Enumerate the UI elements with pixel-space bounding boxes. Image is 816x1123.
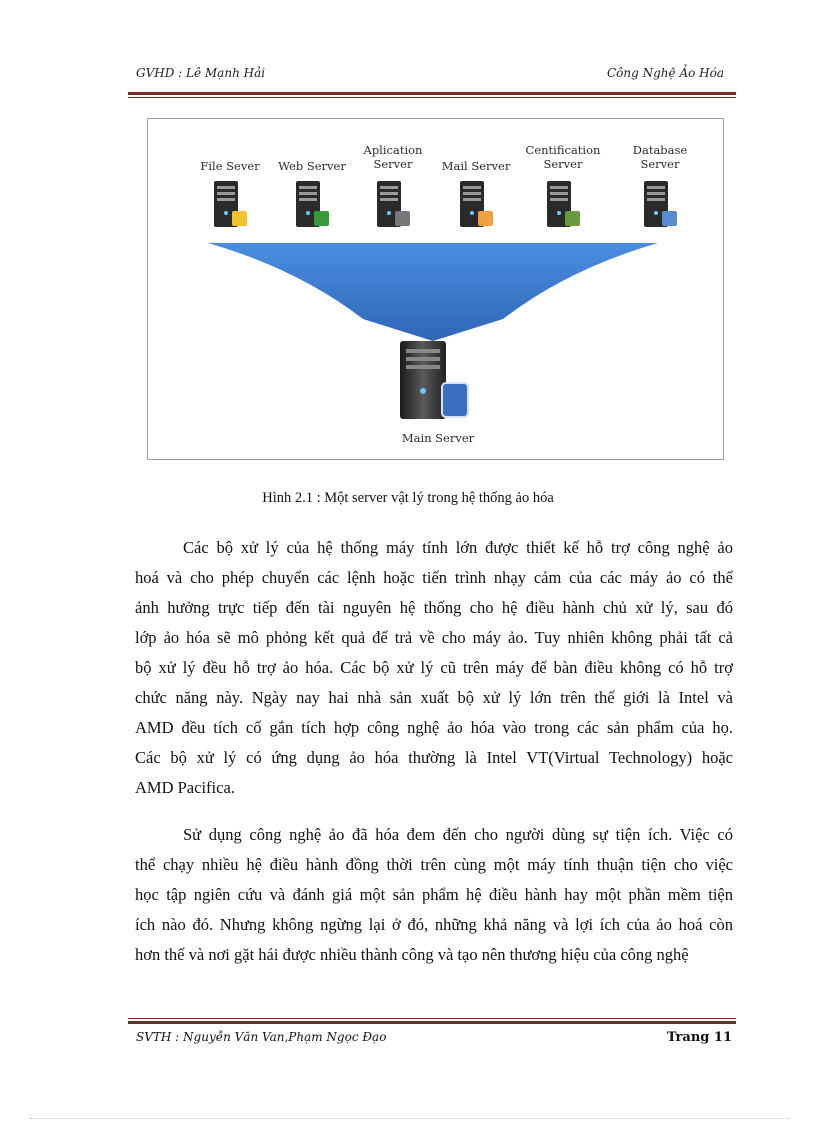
- footer-students: SVTH : Nguyễn Văn Van,Phạm Ngọc Đạo: [136, 1030, 387, 1044]
- server-label: Web Server: [278, 159, 346, 173]
- paragraph-line: Các bộ xử lý có ứng dụng ảo hóa thường là Intel VT(Virtual Technology) hoặc: [135, 748, 733, 767]
- server-label: Centification Server: [525, 143, 601, 171]
- main-server-icon: [400, 341, 468, 419]
- rack-icon: [375, 181, 411, 229]
- database-icon: [642, 181, 678, 229]
- paragraph-line: Sử dụng công nghệ ảo đã hóa đem đến cho người dùng sự tiện ích. Việc có: [183, 825, 733, 844]
- envelope-icon: [458, 181, 494, 229]
- paragraph-line: hơn thế và nơi gặt hái được nhiều thành công và tạo nên thương hiệu của công nghệ: [135, 945, 689, 964]
- page-bottom-border: [30, 1118, 790, 1119]
- header-instructor: GVHD : Lê Mạnh Hải: [136, 66, 266, 80]
- paragraph-line: học tập ngiên cứu và đánh giá một sản phẩm hệ điều hành hay một phần mềm tiện: [135, 885, 733, 904]
- folder-icon: [212, 181, 248, 229]
- paragraph-line: AMD đều tích cố gắn tích hợp công nghệ ảo hóa vào trong các sản phẩm của họ.: [135, 718, 733, 737]
- paragraph-line: bộ xử lý đều hỗ trợ ảo hóa. Các bộ xử lý cũ trên máy để bàn điều không có hỗ trợ: [135, 658, 733, 677]
- page-number: Trang 11: [666, 1030, 732, 1045]
- paragraph-line: ảnh hưởng trực tiếp đến tài nguyên hệ thống cho hệ điều hành chủ xử lý, sau đó: [135, 598, 733, 617]
- header-rule: [128, 92, 736, 95]
- server-label: Aplication Server: [363, 143, 423, 171]
- main-server-label: Main Server: [401, 431, 475, 445]
- server-label: File Sever: [200, 159, 260, 173]
- paragraph-line: thể chạy nhiều hệ điều hành đồng thời trên cùng một máy tính thuận tiện cho việc: [135, 855, 733, 874]
- certificate-icon: [545, 181, 581, 229]
- paragraph-line: ích nào đó. Nhưng không ngừng lại ở đó, những khả năng và lợi ích của ảo hoá còn: [135, 915, 733, 934]
- header-subject: Công Nghệ Ảo Hóa: [606, 66, 724, 80]
- figure-caption: Hình 2.1 : Một server vật lý trong hệ thống ảo hóa: [262, 490, 554, 506]
- footer-rule-thin: [128, 1018, 736, 1019]
- paragraph-line: Các bộ xử lý của hệ thống máy tính lớn được thiết kế hỗ trợ công nghệ ảo: [183, 538, 733, 557]
- header-rule-thin: [128, 97, 736, 98]
- paragraph-line: chức năng này. Ngày nay hai nhà sản xuất bộ xử lý lớn trên thế giới là Intel và: [135, 688, 733, 707]
- server-label: Database Server: [632, 143, 688, 171]
- paragraph-line: AMD Pacifica.: [135, 778, 235, 797]
- paragraph-line: lớp ảo hóa sẽ mô phỏng kết quả để trả về cho máy ảo. Tuy nhiên không phải tất cả: [135, 628, 733, 647]
- merge-arrow: [208, 243, 658, 341]
- paragraph-2: [135, 820, 733, 970]
- globe-icon: [294, 181, 330, 229]
- paragraph-line: hoá và cho phép chuyển các lệnh hoặc tiến trình nhạy cảm của các máy ảo có thể: [135, 568, 733, 587]
- figure-server-virtualization: [147, 118, 724, 460]
- server-label: Mail Server: [441, 159, 511, 173]
- footer-rule: [128, 1021, 736, 1024]
- paragraph-1: [135, 533, 733, 803]
